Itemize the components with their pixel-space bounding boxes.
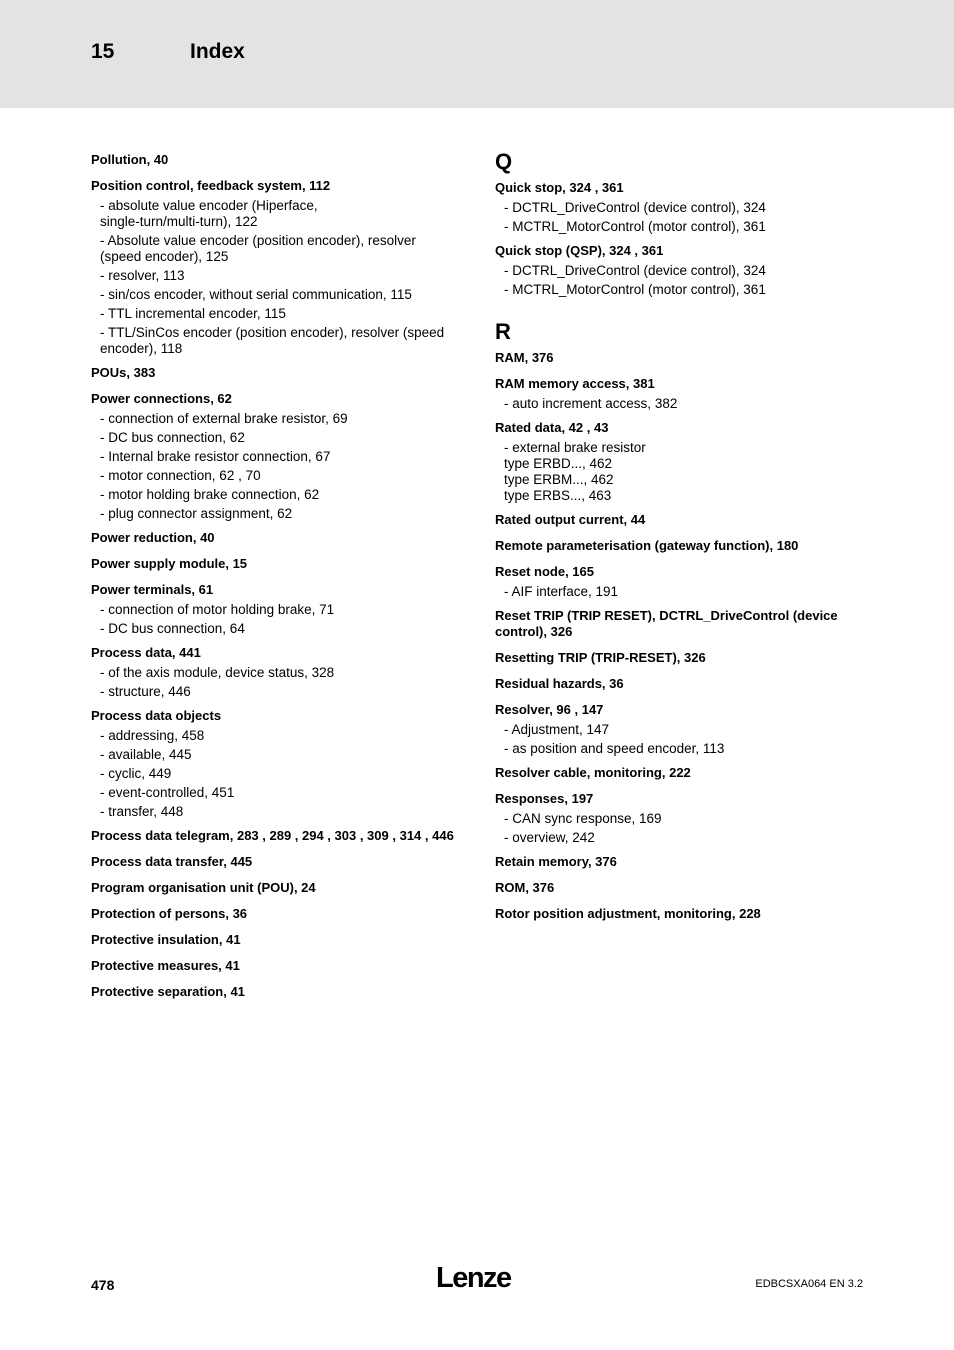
index-subentry-line[interactable]: - TTL/SinCos encoder (position encoder), resolver (speed (100, 325, 445, 340)
index-subentry-line[interactable]: - motor connection, 62 , 70 (100, 468, 261, 483)
index-entry (495, 648, 867, 668)
index-term[interactable]: Protective insulation, 41 (91, 932, 241, 947)
index-subentry-line[interactable]: - MCTRL_MotorControl (motor control), 361 (504, 282, 766, 297)
index-subentry (495, 440, 867, 504)
index-subentry (91, 766, 463, 782)
index-entry (495, 904, 867, 924)
index-term[interactable]: Protective separation, 41 (91, 984, 245, 999)
index-subentry (495, 263, 867, 279)
index-term[interactable]: Power connections, 62 (91, 391, 232, 406)
index-term[interactable]: RAM, 376 (495, 350, 554, 365)
index-subentry (91, 684, 463, 700)
index-subentry-line[interactable]: - motor holding brake connection, 62 (100, 487, 320, 502)
index-subentry (91, 325, 463, 357)
index-subentry (91, 728, 463, 744)
index-term[interactable]: Power reduction, 40 (91, 530, 215, 545)
index-entry (91, 554, 463, 574)
index-subentry-line[interactable]: single-turn/multi-turn), 122 (100, 214, 258, 229)
index-entry (91, 363, 463, 383)
index-entry (91, 956, 463, 976)
chapter-number: 15 (91, 40, 115, 63)
index-subentry-line[interactable]: - DCTRL_DriveControl (device control), 324 (504, 263, 766, 278)
index-subentry-line[interactable]: - as position and speed encoder, 113 (504, 741, 725, 756)
index-term[interactable]: Rated data, 42 , 43 (495, 420, 609, 435)
index-entry (495, 374, 867, 412)
lenze-logo: Lenze (436, 1262, 511, 1294)
index-term[interactable]: Protection of persons, 36 (91, 906, 248, 921)
index-subentry (495, 584, 867, 600)
index-subentry-line[interactable]: - TTL incremental encoder, 115 (100, 306, 286, 321)
index-entry (91, 150, 463, 170)
index-term[interactable]: Process data, 441 (91, 645, 201, 660)
index-subentry-line[interactable]: - auto increment access, 382 (504, 396, 678, 411)
index-entry (495, 763, 867, 783)
chapter-title: Index (190, 40, 245, 63)
index-subentry-line[interactable]: - structure, 446 (100, 684, 191, 699)
index-entry (91, 176, 463, 357)
index-term[interactable]: Retain memory, 376 (495, 854, 617, 869)
index-subentry-line[interactable]: - resolver, 113 (100, 268, 185, 283)
index-subentry (495, 219, 867, 235)
index-subentry-line[interactable]: type ERBS..., 463 (504, 488, 612, 503)
index-entry (91, 904, 463, 924)
index-column-left (91, 150, 463, 1008)
index-entry (495, 510, 867, 530)
index-term[interactable]: Rotor position adjustment, monitoring, 228 (495, 906, 761, 921)
index-subentry-line[interactable]: - Adjustment, 147 (504, 722, 610, 737)
index-term[interactable]: Resolver, 96 , 147 (495, 702, 604, 717)
index-subentry-line[interactable]: (speed encoder), 125 (100, 249, 229, 264)
index-subentry-line[interactable]: - available, 445 (100, 747, 192, 762)
index-subentry-line[interactable]: - overview, 242 (504, 830, 595, 845)
index-subentry-line[interactable]: - cyclic, 449 (100, 766, 172, 781)
index-subentry (91, 487, 463, 503)
index-subentry (91, 602, 463, 618)
index-term[interactable]: Quick stop (QSP), 324 , 361 (495, 243, 664, 258)
index-term[interactable]: ROM, 376 (495, 880, 555, 895)
index-entry (91, 580, 463, 637)
index-entry (495, 852, 867, 872)
index-subentry (91, 449, 463, 465)
index-subentry (91, 804, 463, 820)
index-subentry (91, 233, 463, 265)
page-number: 478 (91, 1277, 115, 1293)
index-entry (495, 241, 867, 298)
index-subentry-line[interactable]: - of the axis module, device status, 328 (100, 665, 335, 680)
index-subentry (91, 306, 463, 322)
index-term[interactable]: Remote parameterisation (gateway function), 180 (495, 538, 799, 553)
index-entry (91, 930, 463, 950)
document-id: EDBCSXA064 EN 3.2 (755, 1278, 863, 1290)
index-term[interactable]: POUs, 383 (91, 365, 156, 380)
index-entry (495, 562, 867, 600)
index-term[interactable]: Position control, feedback system, 112 (91, 178, 331, 193)
index-entry (495, 178, 867, 235)
index-subentry (91, 747, 463, 763)
index-entry (91, 826, 463, 846)
index-subentry-line[interactable]: type ERBM..., 462 (504, 472, 614, 487)
index-subentry-line[interactable]: - external brake resistor (504, 440, 646, 455)
index-subentry-line[interactable]: - connection of motor holding brake, 71 (100, 602, 335, 617)
section-letter: R (495, 319, 511, 344)
index-term[interactable]: Responses, 197 (495, 791, 594, 806)
index-term[interactable]: Quick stop, 324 , 361 (495, 180, 624, 195)
index-subentry-line[interactable]: - DC bus connection, 64 (100, 621, 245, 636)
index-entry (495, 789, 867, 846)
index-subentry-line[interactable]: - plug connector assignment, 62 (100, 506, 293, 521)
index-subentry-line[interactable]: - DC bus connection, 62 (100, 430, 245, 445)
index-subentry-line[interactable]: type ERBD..., 462 (504, 456, 613, 471)
index-subentry (91, 430, 463, 446)
index-term[interactable]: Resolver cable, monitoring, 222 (495, 765, 691, 780)
index-term[interactable]: Resetting TRIP (TRIP-RESET), 326 (495, 650, 706, 665)
index-term[interactable]: Pollution, 40 (91, 152, 169, 167)
index-entry (91, 982, 463, 1002)
index-entry (495, 606, 867, 642)
index-subentry (91, 785, 463, 801)
index-subentry-line[interactable]: - Absolute value encoder (position encoder), resolver (100, 233, 416, 248)
index-subentry (495, 200, 867, 216)
index-subentry (91, 198, 463, 230)
index-subentry-line[interactable]: - transfer, 448 (100, 804, 184, 819)
index-column-right (495, 150, 867, 930)
index-term[interactable]: Reset node, 165 (495, 564, 594, 579)
index-entry (91, 643, 463, 700)
page-header (0, 0, 954, 108)
index-entry (91, 878, 463, 898)
index-term[interactable]: Residual hazards, 36 (495, 676, 624, 691)
index-term[interactable]: Program organisation unit (POU), 24 (91, 880, 316, 895)
index-subentry-line[interactable]: - CAN sync response, 169 (504, 811, 662, 826)
index-subentry-line[interactable]: - addressing, 458 (100, 728, 205, 743)
index-subentry-line[interactable]: - event-controlled, 451 (100, 785, 235, 800)
index-term[interactable]: Process data transfer, 445 (91, 854, 253, 869)
index-subentry (91, 411, 463, 427)
section-letter: Q (495, 149, 513, 174)
index-term[interactable]: Protective measures, 41 (91, 958, 240, 973)
index-entry (495, 418, 867, 504)
index-term[interactable]: Reset TRIP (TRIP RESET), DCTRL_DriveControl (device control), 326 (495, 608, 838, 639)
index-subentry (495, 811, 867, 827)
index-subentry (91, 621, 463, 637)
index-subentry (495, 722, 867, 738)
index-subentry-line[interactable]: - AIF interface, 191 (504, 584, 619, 599)
index-term[interactable]: Power terminals, 61 (91, 582, 214, 597)
index-subentry-line[interactable]: - Internal brake resistor connection, 67 (100, 449, 331, 464)
index-term[interactable]: Process data objects (91, 708, 222, 723)
index-entry (495, 674, 867, 694)
index-subentry (495, 741, 867, 757)
index-subentry-line[interactable]: encoder), 118 (100, 341, 183, 356)
index-term[interactable]: Power supply module, 15 (91, 556, 248, 571)
index-entry (495, 700, 867, 757)
index-entry (91, 706, 463, 820)
index-term[interactable]: Rated output current, 44 (495, 512, 646, 527)
index-subentry (495, 396, 867, 412)
index-entry (91, 852, 463, 872)
index-term[interactable]: RAM memory access, 381 (495, 376, 655, 391)
index-term[interactable]: Process data telegram, 283 , 289 , 294 , 303 , 309 , 314 , 446 (91, 828, 454, 843)
index-entry (495, 536, 867, 556)
index-subentry-line[interactable]: - DCTRL_DriveControl (device control), 324 (504, 200, 766, 215)
index-entry (91, 389, 463, 522)
index-subentry-line[interactable]: - sin/cos encoder, without serial communication, 115 (100, 287, 412, 302)
index-entry (495, 878, 867, 898)
index-subentry (91, 665, 463, 681)
index-subentry (91, 287, 463, 303)
index-subentry (91, 268, 463, 284)
index-subentry-line[interactable]: - connection of external brake resistor, 69 (100, 411, 348, 426)
index-entry (495, 348, 867, 368)
index-subentry (91, 506, 463, 522)
index-subentry-line[interactable]: - MCTRL_MotorControl (motor control), 361 (504, 219, 766, 234)
index-subentry (495, 830, 867, 846)
index-subentry (91, 468, 463, 484)
index-entry (91, 528, 463, 548)
index-subentry-line[interactable]: - absolute value encoder (Hiperface, (100, 198, 318, 213)
index-subentry (495, 282, 867, 298)
